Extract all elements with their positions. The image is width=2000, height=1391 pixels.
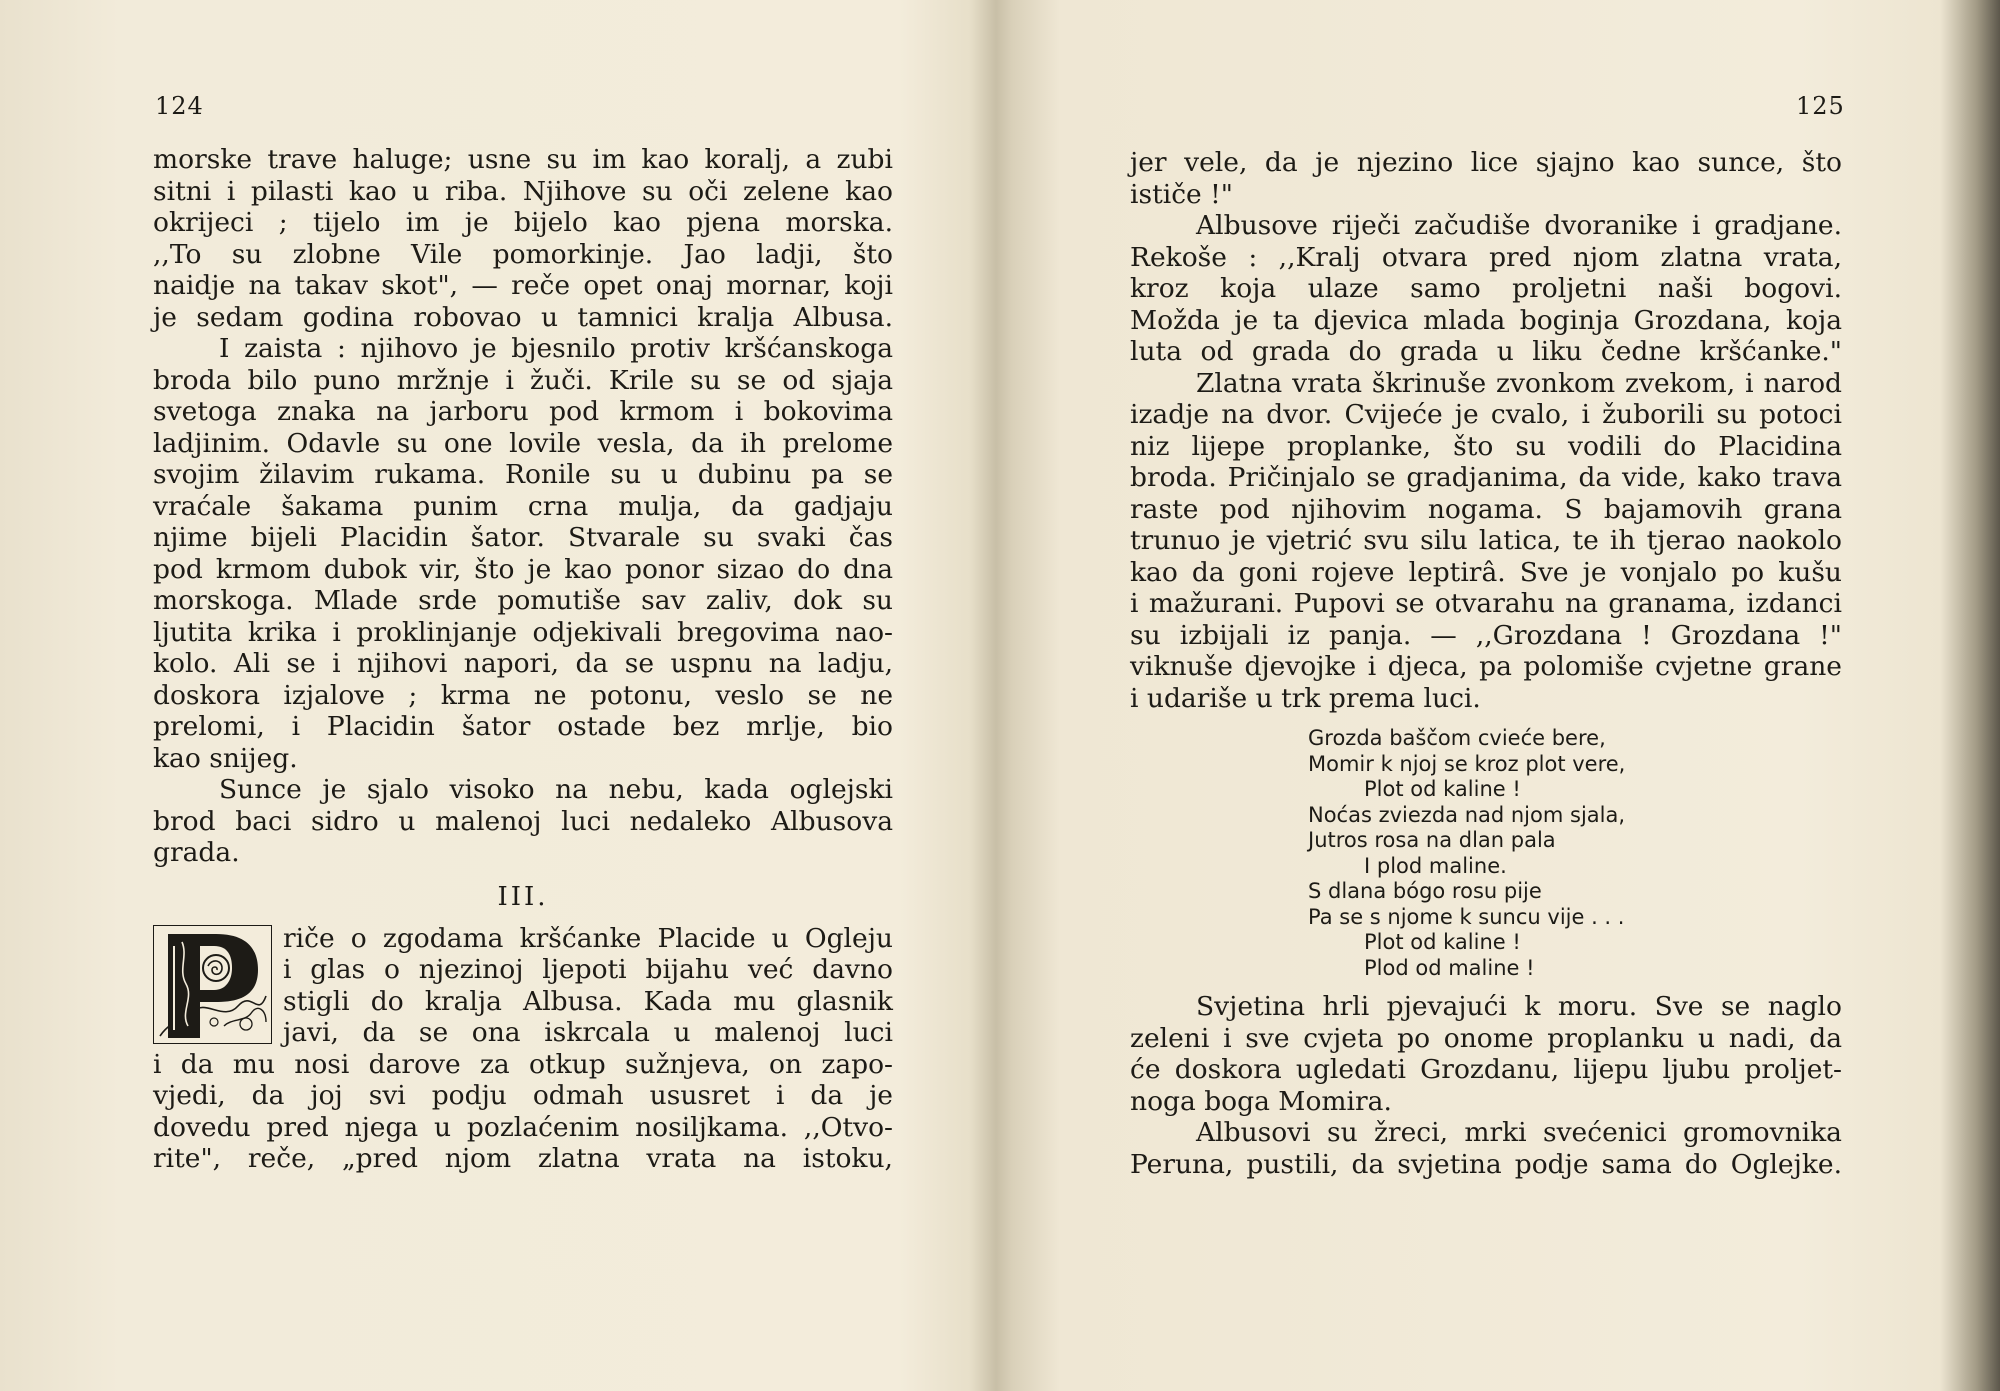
text-line: morskoga. Mlade srde pomutiše sav zaliv, dok su xyxy=(153,585,893,616)
poem-line: Pa se s njome k suncu vije . . . xyxy=(1308,904,1625,929)
text-line: je sedam godina robovao u tamnici kralja Albusa. xyxy=(153,301,893,333)
text-line: doskora izjalove ; krma ne potonu, veslo se ne xyxy=(153,679,893,711)
poem xyxy=(1308,726,1842,981)
text-line: kroz koja ulaze samo proljetni naši bogovi. xyxy=(1130,273,1842,304)
text-line: će doskora ugledati Grozdanu, lijepu ljubu proljet- xyxy=(1130,1054,1842,1085)
paragraph-start-line: Sunce je sjalo visoko na nebu, kada oglejski xyxy=(219,774,893,805)
text-line: riče o zgodama kršćanke Placide u Ogleju xyxy=(283,922,893,954)
text-line: ističe !" xyxy=(1130,178,1233,210)
poem-line: S dlana bógo rosu pije xyxy=(1308,879,1542,903)
poem-line: Grozda baščom cvieće bere, xyxy=(1308,726,1606,750)
text-line: raste pod njihovim nogama. S bajamovih grana xyxy=(1130,493,1842,525)
text-line: dovedu pred njega u pozlaćenim nosiljkama. ,,Otvo- xyxy=(153,1111,893,1143)
left-page xyxy=(0,0,985,1391)
text-line: svojim žilavim rukama. Ronile su u dubinu pa se xyxy=(153,459,893,490)
paragraph-start-line: Zlatna vrata škrinuše zvonkom zvekom, i narod xyxy=(1196,367,1842,399)
text-line: sitni i pilasti kao u riba. Njihove su oči zelene kao xyxy=(153,175,893,207)
text-line: vraćale šakama punim crna mulja, da gadjaju xyxy=(153,490,893,522)
text-line: ljutita krika i proklinjanje odjekivali bregovima nao- xyxy=(153,616,893,648)
poem-refrain: Plot od kaline ! xyxy=(1364,930,1521,954)
poem-line: Momir k njoj se kroz plot vere, xyxy=(1308,751,1626,776)
text-line: njime bijeli Placidin šator. Stvarale su svaki čas xyxy=(153,522,893,553)
text-line: zeleni i sve cvjeta po onome proplanku u nadi, da xyxy=(1130,1022,1842,1054)
ornamental-dropcap xyxy=(153,925,272,1044)
text-line: i udariše u trk prema luci. xyxy=(1130,682,1481,714)
text-line: prelomi, i Placidin šator ostade bez mrlje, bio xyxy=(153,711,893,742)
text-line: i mažurani. Pupovi se otvarahu na granama, izdanci xyxy=(1130,588,1842,619)
page-number-right: 125 xyxy=(1796,92,1845,120)
paragraph-start-line: I zaista : njihovo je bjesnilo protiv kršćanskoga xyxy=(219,333,893,364)
text-line: Peruna, pustili, da svjetina podje sama do Oglejke. xyxy=(1130,1148,1842,1180)
text-line: noga boga Momira. xyxy=(1130,1085,1392,1117)
text-line: pod krmom dubok vir, što je kao ponor sizao do dna xyxy=(153,553,893,585)
section-heading: III. xyxy=(497,881,549,912)
text-line: broda bilo puno mržnje i žuči. Krile su se od sjaja xyxy=(153,364,893,396)
text-line: kolo. Ali se i njihovi napori, da se uspnu na ladju, xyxy=(153,648,893,679)
text-line: i da mu nosi darove za otkup sužnjeva, on zapo- xyxy=(153,1048,893,1080)
page-number-left: 124 xyxy=(155,92,204,120)
text-line: naidje na takav skot", — reče opet onaj mornar, koji xyxy=(153,270,893,301)
right-page xyxy=(1010,0,1970,1391)
text-line: izadje na dvor. Cvijeće je cvalo, i žuborili su potoci xyxy=(1130,399,1842,430)
text-line: i glas o njezinoj ljepoti bijahu već davno xyxy=(283,954,893,985)
paragraph-start-line: Albusove riječi začudiše dvoranike i gradjane. xyxy=(1196,210,1842,241)
poem-line: Noćas zviezda nad njom sjala, xyxy=(1308,802,1626,827)
text-line: vjedi, da joj svi podju odmah ususret i da je xyxy=(153,1080,893,1111)
text-line: ladjinim. Odavle su one lovile vesla, da ih prelome xyxy=(153,427,893,459)
text-line: morske trave haluge; usne su im kao koralj, a zubi xyxy=(153,144,893,175)
text-line: ,,To su zlobne Vile pomorkinje. Jao ladji, što xyxy=(153,238,893,270)
left-page-text xyxy=(153,144,893,1175)
text-line: viknuše djevojke i djeca, pa polomiše cvjetne grane xyxy=(1130,651,1842,682)
text-line: okrijeci ; tijelo im je bijelo kao pjena morska. xyxy=(153,207,893,238)
text-line: Rekoše : ,,Kralj otvara pred njom zlatna vrata, xyxy=(1130,241,1842,273)
text-line: jer vele, da je njezino lice sjajno kao sunce, što xyxy=(1130,147,1842,178)
text-line: Možda je ta djevica mlada boginja Grozdana, koja xyxy=(1130,304,1842,336)
poem-refrain: Plot od kaline ! xyxy=(1364,777,1521,801)
text-line: broda. Pričinjalo se gradjanima, da vide, kako trava xyxy=(1130,462,1842,493)
paragraph-start-line: Albusovi su žreci, mrki svećenici gromovnika xyxy=(1196,1117,1842,1148)
poem-refrain: Plod od maline ! xyxy=(1364,955,1535,980)
poem-line: Jutros rosa na dlan pala xyxy=(1308,828,1556,852)
text-line: javi, da se ona iskrcala u malenoj luci xyxy=(283,1017,893,1048)
text-line: luta od grada do grada u liku čedne kršćanke." xyxy=(1130,336,1842,367)
text-line: niz lijepe proplanke, što su vodili do Placidina xyxy=(1130,430,1842,462)
poem-refrain: I plod maline. xyxy=(1364,853,1507,878)
text-line: kao da goni rojeve leptirâ. Sve je vonjalo po kušu xyxy=(1130,556,1842,588)
text-line: stigli do kralja Albusa. Kada mu glasnik xyxy=(283,985,893,1017)
paragraph-start-line: Svjetina hrli pjevajući k moru. Sve se naglo xyxy=(1196,991,1842,1022)
text-line: grada. xyxy=(153,837,240,868)
text-line: kao snijeg. xyxy=(153,742,298,774)
chapter-opening xyxy=(153,923,893,1175)
dropcap-ornament-icon xyxy=(154,926,270,1042)
text-line: trunuo je vjetrić svu silu latica, te ih tjerao naokolo xyxy=(1130,525,1842,556)
text-line: svetoga znaka na jarboru pod krmom i bokovima xyxy=(153,396,893,427)
text-line: su izbijali iz panja. — ,,Grozdana ! Grozdana !" xyxy=(1130,619,1842,651)
right-page-text xyxy=(1130,147,1842,1180)
text-line: brod baci sidro u malenoj luci nedaleko Albusova xyxy=(153,805,893,837)
text-line: rite", reče, „pred njom zlatna vrata na istoku, xyxy=(153,1143,893,1174)
